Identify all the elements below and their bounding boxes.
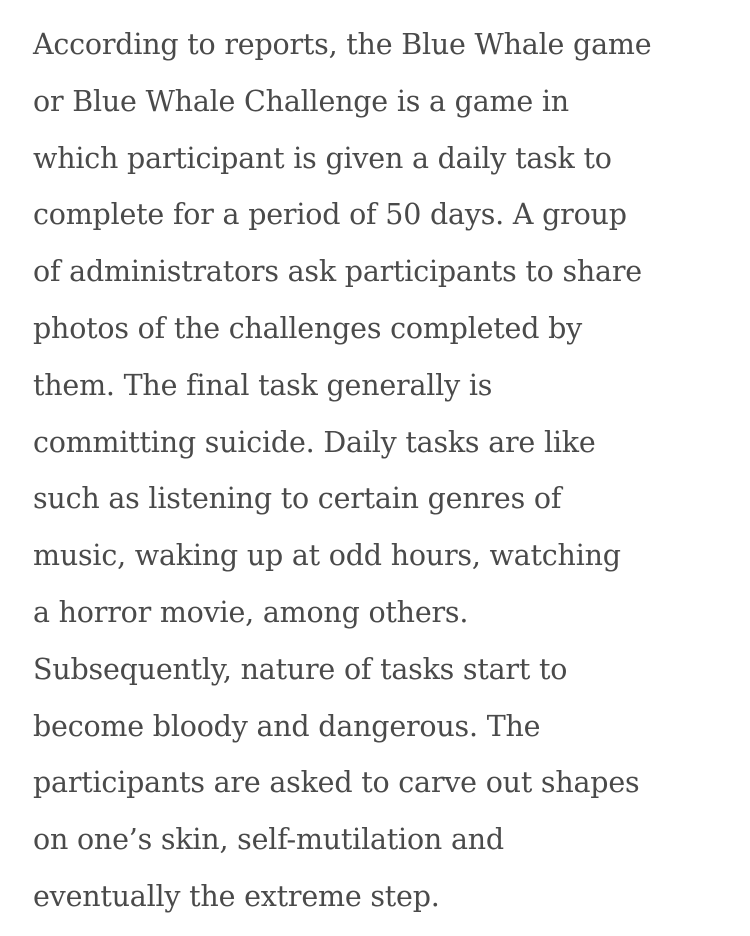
paragraph-line: committing suicide. Daily tasks are like bbox=[33, 425, 596, 459]
paragraph-line: on one’s skin, self-mutilation and bbox=[33, 823, 504, 857]
paragraph-line: a horror movie, among others. bbox=[33, 595, 469, 629]
paragraph-line: such as listening to certain genres of bbox=[33, 482, 562, 516]
paragraph-line: of administrators ask participants to share bbox=[33, 255, 642, 289]
paragraph-line: eventually the extreme step. bbox=[33, 879, 440, 913]
paragraph-line: participants are asked to carve out shapes bbox=[33, 766, 640, 800]
article-paragraph bbox=[33, 17, 733, 926]
paragraph-line: music, waking up at odd hours, watching bbox=[33, 539, 621, 573]
paragraph-line: According to reports, the Blue Whale game bbox=[33, 28, 652, 61]
paragraph-line: which participant is given a daily task to bbox=[33, 141, 612, 175]
paragraph-line: them. The final task generally is bbox=[33, 368, 493, 402]
paragraph-line: photos of the challenges completed by bbox=[33, 311, 583, 345]
paragraph-line: complete for a period of 50 days. A group bbox=[33, 198, 627, 232]
paragraph-line: or Blue Whale Challenge is a game in bbox=[33, 84, 569, 118]
paragraph-line: become bloody and dangerous. The bbox=[33, 709, 541, 743]
paragraph-line: Subsequently, nature of tasks start to bbox=[33, 652, 568, 686]
